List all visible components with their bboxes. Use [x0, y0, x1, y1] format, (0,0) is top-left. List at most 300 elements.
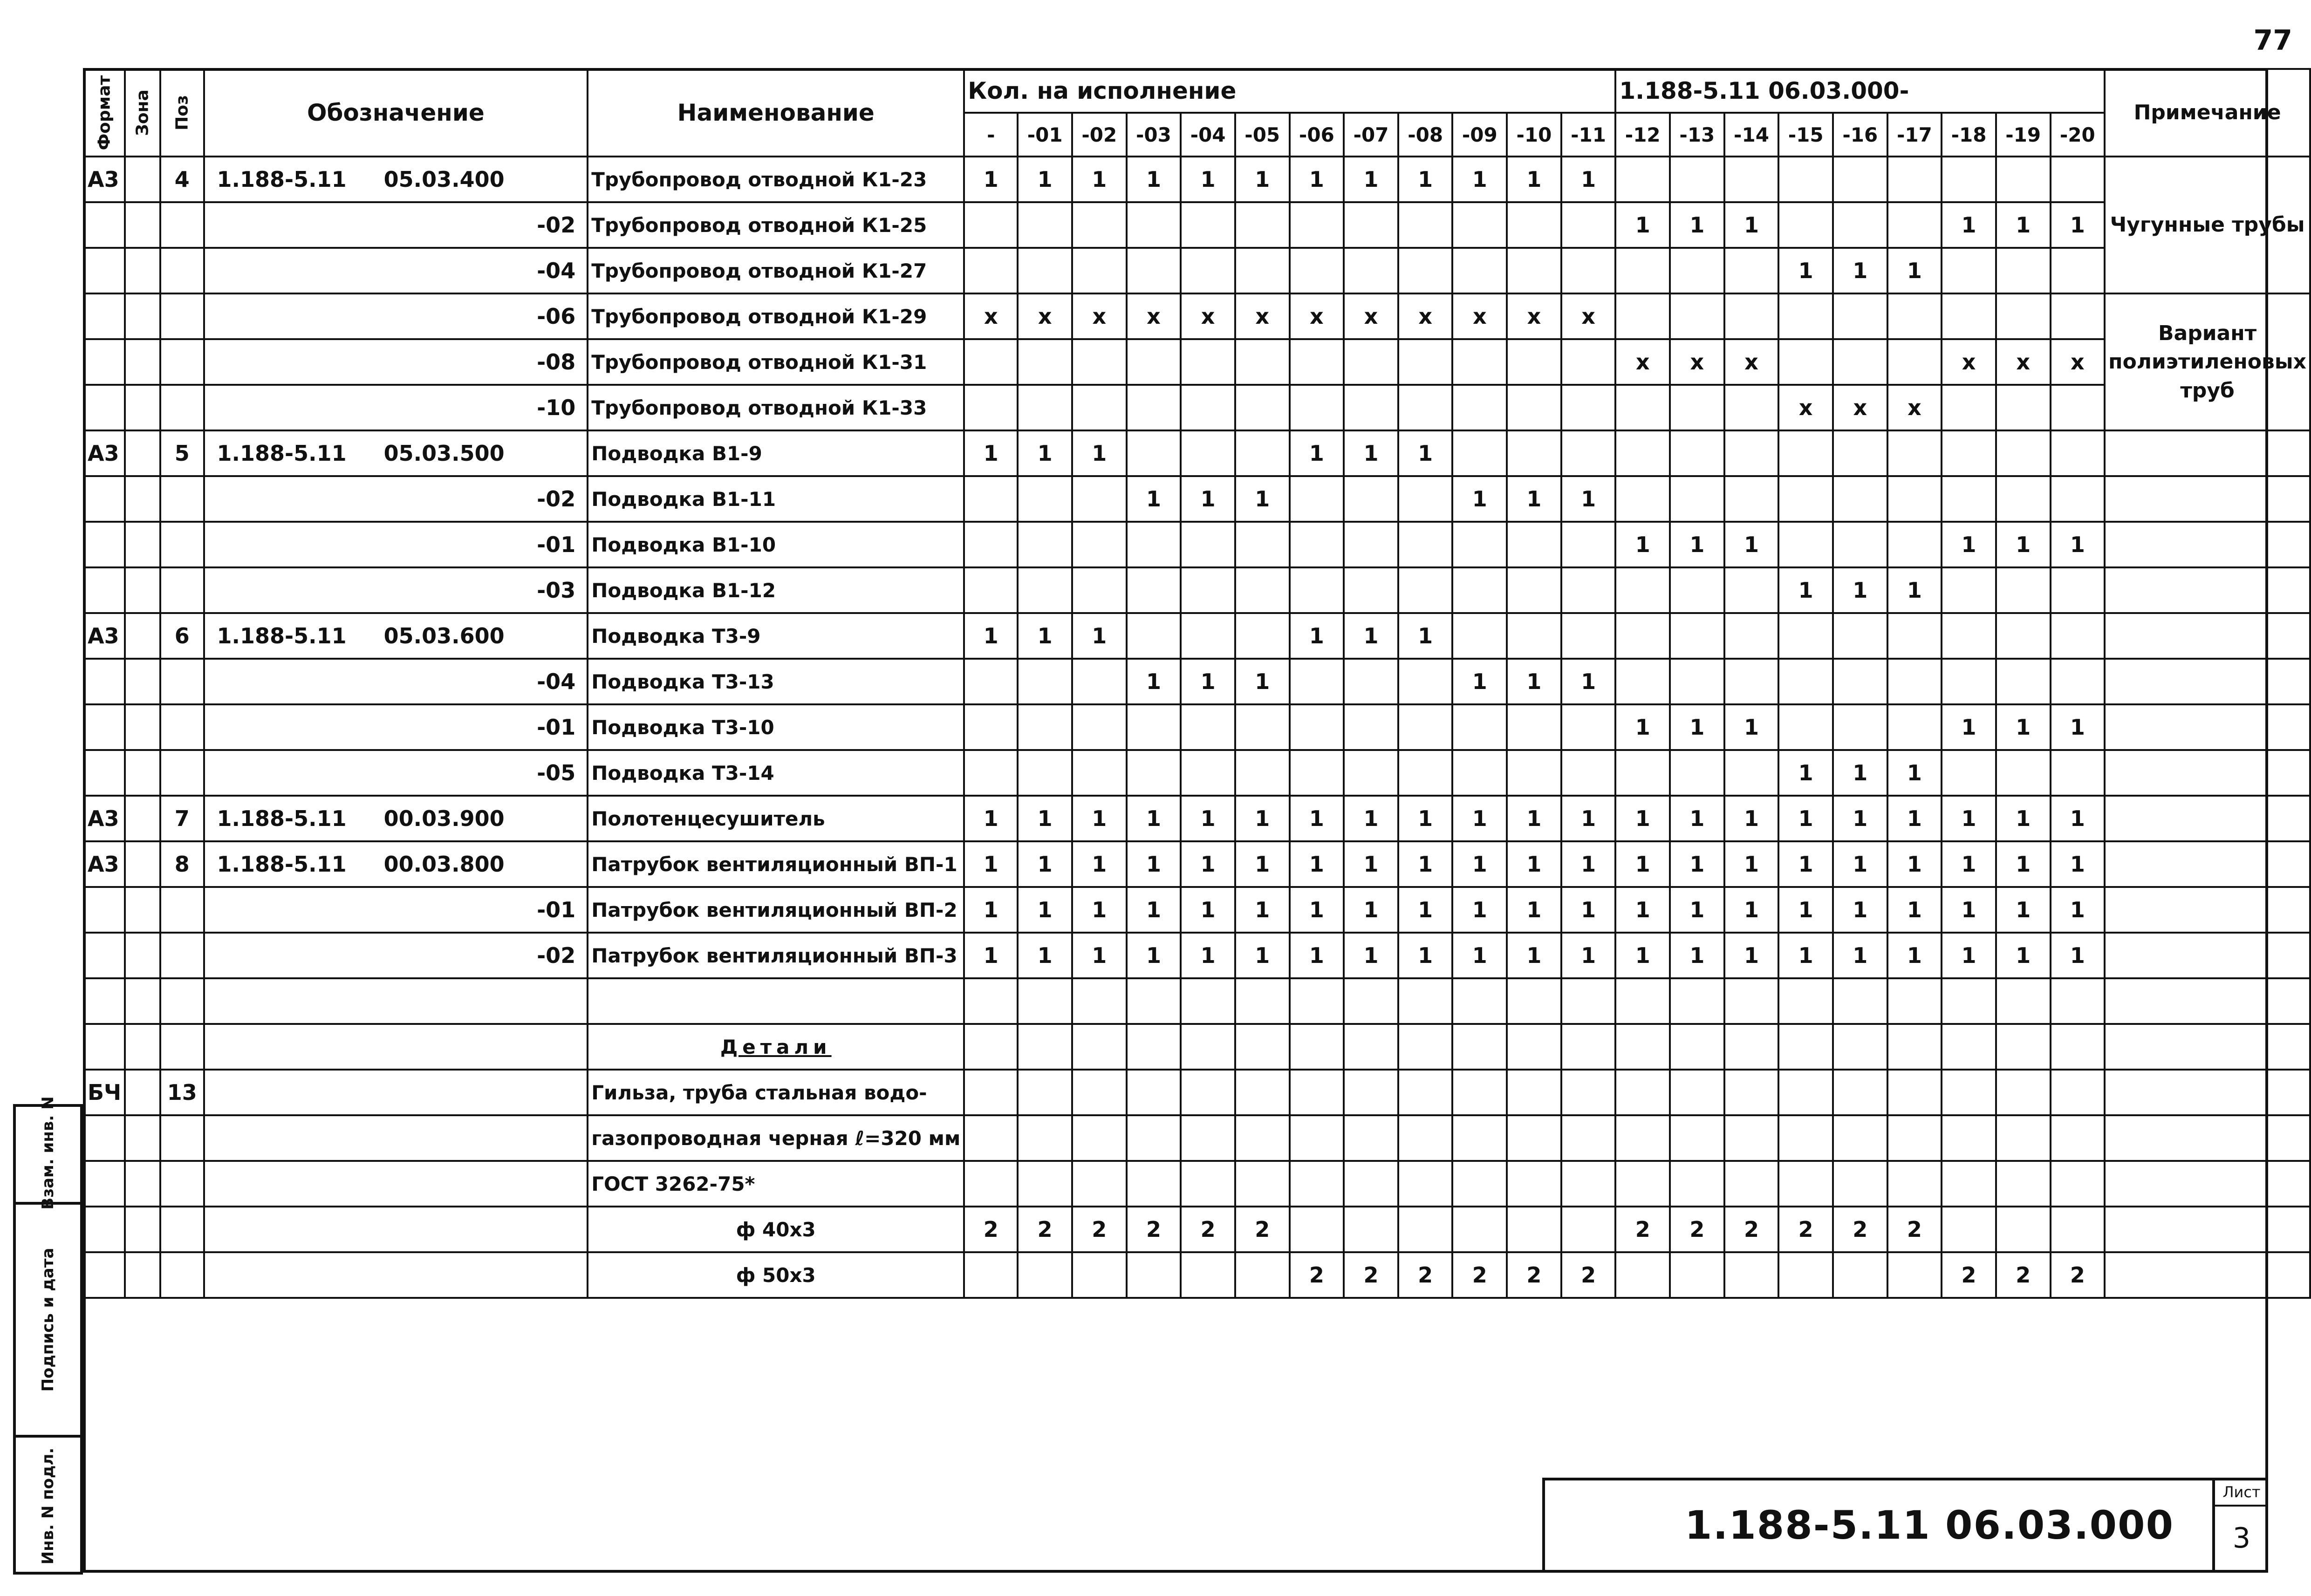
zone-cell	[125, 293, 160, 339]
designation-series: 1.188-5.11	[217, 167, 347, 192]
qty-cell	[1127, 613, 1181, 659]
qty-cell	[1996, 613, 2051, 659]
qty-cell	[1398, 248, 1453, 293]
qty-cell	[1561, 750, 1616, 796]
note-cell	[2105, 933, 2310, 978]
qty-cell: 1	[1561, 476, 1616, 522]
qty-cell	[1996, 1115, 2051, 1161]
qty-cell	[1778, 1115, 1833, 1161]
qty-cell	[1344, 202, 1398, 248]
qty-cell	[964, 567, 1018, 613]
name-cell	[588, 841, 964, 887]
qty-cell	[1615, 293, 1670, 339]
variant-col-header: -18	[1942, 113, 1996, 157]
qty-cell	[1778, 613, 1833, 659]
qty-cell	[964, 1252, 1018, 1298]
format-cell	[84, 202, 125, 248]
format-cell	[84, 385, 125, 430]
qty-cell	[1887, 202, 1942, 248]
sheet-number-box	[2212, 1478, 2268, 1573]
qty-cell	[1290, 659, 1344, 704]
qty-cell	[1398, 704, 1453, 750]
qty-cell: 1	[964, 157, 1018, 202]
qty-cell	[1127, 978, 1181, 1024]
qty-cell: 2	[1942, 1252, 1996, 1298]
qty-cell: 1	[1018, 887, 1072, 933]
qty-cell: x	[1996, 339, 2051, 385]
qty-cell	[1290, 1207, 1344, 1252]
qty-cell	[1724, 1161, 1779, 1207]
designation-cell	[204, 476, 588, 522]
variant-col-header: -04	[1181, 113, 1235, 157]
qty-cell	[1398, 476, 1453, 522]
qty-cell	[1724, 157, 1779, 202]
qty-cell: 1	[964, 933, 1018, 978]
qty-cell	[1072, 522, 1127, 567]
qty-cell	[1290, 1070, 1344, 1115]
zone-cell	[125, 1252, 160, 1298]
qty-cell	[1561, 339, 1616, 385]
qty-cell	[964, 1070, 1018, 1115]
qty-cell	[1235, 1252, 1290, 1298]
qty-cell	[964, 476, 1018, 522]
qty-cell	[964, 1161, 1018, 1207]
note-cell	[2105, 887, 2310, 933]
qty-cell: 1	[1452, 796, 1507, 841]
table-row	[84, 1070, 2310, 1115]
qty-cell	[1887, 157, 1942, 202]
qty-cell: 2	[1887, 1207, 1942, 1252]
header-row	[84, 69, 2310, 113]
qty-cell	[1235, 1070, 1290, 1115]
qty-cell	[2051, 248, 2105, 293]
qty-cell: 1	[1398, 841, 1453, 887]
qty-cell: 1	[1778, 933, 1833, 978]
qty-cell	[1942, 978, 1996, 1024]
qty-cell: 1	[1833, 841, 1887, 887]
qty-cell	[1778, 430, 1833, 476]
qty-cell	[1670, 1115, 1724, 1161]
qty-cell	[1778, 704, 1833, 750]
qty-cell: 1	[2051, 887, 2105, 933]
qty-cell	[1290, 1024, 1344, 1070]
section-title	[588, 1024, 964, 1070]
designation-cell	[204, 659, 588, 704]
qty-cell	[1887, 1161, 1942, 1207]
variant-col-header: -12	[1615, 113, 1670, 157]
format-cell	[84, 1161, 125, 1207]
qty-cell: x	[2051, 339, 2105, 385]
qty-cell	[1670, 1161, 1724, 1207]
qty-cell: 1	[1942, 887, 1996, 933]
qty-cell	[964, 202, 1018, 248]
qty-cell	[1290, 978, 1344, 1024]
qty-cell	[1724, 248, 1779, 293]
qty-cell: 1	[1996, 933, 2051, 978]
name-cell	[588, 522, 964, 567]
name-cell	[588, 1252, 964, 1298]
qty-cell: 1	[1452, 887, 1507, 933]
qty-cell: 1	[1398, 796, 1453, 841]
qty-cell: 1	[1235, 841, 1290, 887]
qty-cell: 2	[1181, 1207, 1235, 1252]
qty-cell	[1181, 248, 1235, 293]
table-row	[84, 613, 2310, 659]
variant-col-header: -05	[1235, 113, 1290, 157]
qty-cell	[1670, 567, 1724, 613]
qty-cell: x	[1615, 339, 1670, 385]
qty-cell	[1833, 339, 1887, 385]
qty-cell	[1887, 476, 1942, 522]
qty-cell	[1507, 339, 1561, 385]
qty-cell	[1887, 339, 1942, 385]
designation-cell	[204, 613, 588, 659]
designation-code: 05.03.400	[383, 167, 505, 192]
qty-cell: 1	[1724, 796, 1779, 841]
qty-cell	[1670, 1024, 1724, 1070]
qty-cell: x	[1290, 293, 1344, 339]
qty-cell	[1942, 293, 1996, 339]
qty-cell: 1	[1181, 933, 1235, 978]
qty-cell	[1235, 978, 1290, 1024]
table-row	[84, 339, 2310, 385]
qty-cell	[1670, 978, 1724, 1024]
qty-cell	[1615, 978, 1670, 1024]
name-text: Подводка Т3-13	[591, 670, 774, 693]
qty-cell	[1344, 1070, 1398, 1115]
qty-cell: 1	[1018, 933, 1072, 978]
name-text: Патрубок вентиляционный ВП-3	[591, 944, 957, 967]
qty-cell	[2051, 385, 2105, 430]
qty-cell	[1561, 522, 1616, 567]
note-cell	[2105, 841, 2310, 887]
qty-cell: 1	[1615, 522, 1670, 567]
qty-cell	[1942, 385, 1996, 430]
qty-cell	[1507, 978, 1561, 1024]
qty-cell: 1	[1181, 796, 1235, 841]
designation-cell	[204, 385, 588, 430]
qty-cell	[1615, 1161, 1670, 1207]
qty-cell	[1181, 1115, 1235, 1161]
qty-cell	[2051, 1207, 2105, 1252]
qty-cell: x	[964, 293, 1018, 339]
qty-cell	[2051, 567, 2105, 613]
qty-cell	[1072, 1070, 1127, 1115]
qty-cell	[1942, 1115, 1996, 1161]
qty-cell: 1	[1344, 887, 1398, 933]
qty-cell: 1	[2051, 704, 2105, 750]
format-cell	[84, 567, 125, 613]
name-cell	[588, 157, 964, 202]
qty-cell	[1181, 430, 1235, 476]
table-row	[84, 1252, 2310, 1298]
qty-cell	[1235, 339, 1290, 385]
qty-cell	[1996, 567, 2051, 613]
table-row	[84, 659, 2310, 704]
table-row	[84, 750, 2310, 796]
qty-cell	[1833, 1024, 1887, 1070]
format-cell: А3	[84, 613, 125, 659]
designation-suffix: -06	[537, 304, 576, 329]
qty-cell: 1	[1724, 887, 1779, 933]
sheet-label: Лист	[2215, 1483, 2268, 1507]
qty-cell	[1942, 1207, 1996, 1252]
qty-cell: 1	[1996, 796, 2051, 841]
qty-cell: 1	[1996, 522, 2051, 567]
qty-cell	[1127, 567, 1181, 613]
qty-cell	[1507, 1024, 1561, 1070]
name-text: ф 40х3	[736, 1218, 816, 1241]
qty-cell: 1	[1942, 704, 1996, 750]
designation-suffix: -01	[537, 897, 576, 922]
qty-cell	[1561, 1115, 1616, 1161]
qty-cell: 1	[1778, 248, 1833, 293]
name-cell	[588, 1070, 964, 1115]
qty-cell: 1	[1833, 567, 1887, 613]
qty-cell	[964, 248, 1018, 293]
qty-cell	[1235, 430, 1290, 476]
qty-cell	[1561, 202, 1616, 248]
header-pos: Поз	[160, 69, 204, 157]
pos-cell: 13	[160, 1070, 204, 1115]
qty-cell: 1	[1018, 430, 1072, 476]
header-name: Наименование	[588, 69, 964, 157]
qty-cell: 1	[1072, 933, 1127, 978]
qty-cell	[1996, 750, 2051, 796]
qty-cell: x	[1887, 385, 1942, 430]
note-cell	[2105, 1252, 2310, 1298]
qty-cell: 2	[1235, 1207, 1290, 1252]
designation-cell	[204, 293, 588, 339]
stamp-sign-date: Подпись и дата	[39, 1248, 57, 1392]
qty-cell: 2	[1344, 1252, 1398, 1298]
qty-cell	[1398, 567, 1453, 613]
qty-cell	[1018, 1070, 1072, 1115]
name-text: Подводка В1-12	[591, 579, 776, 602]
qty-cell: 1	[1615, 887, 1670, 933]
table-row	[84, 202, 2310, 248]
qty-cell	[1181, 1070, 1235, 1115]
name-text: Трубопровод отводной К1-25	[591, 213, 927, 237]
qty-cell	[1507, 522, 1561, 567]
variant-col-header: -03	[1127, 113, 1181, 157]
format-cell	[84, 659, 125, 704]
qty-cell	[1561, 1024, 1616, 1070]
note-cell	[2105, 476, 2310, 522]
qty-cell	[1344, 385, 1398, 430]
qty-cell	[1942, 613, 1996, 659]
qty-cell: 1	[1344, 613, 1398, 659]
name-text: Подводка В1-10	[591, 533, 776, 556]
qty-cell	[1670, 659, 1724, 704]
qty-cell: 2	[1778, 1207, 1833, 1252]
qty-cell: 1	[1344, 430, 1398, 476]
qty-cell	[1344, 339, 1398, 385]
qty-cell	[1615, 248, 1670, 293]
header-note: Примечание	[2105, 69, 2310, 157]
variant-col-header: -15	[1778, 113, 1833, 157]
pos-cell	[160, 933, 204, 978]
name-text: Трубопровод отводной К1-31	[591, 350, 927, 374]
qty-cell	[1398, 1161, 1453, 1207]
name-cell	[588, 293, 964, 339]
qty-cell	[1778, 659, 1833, 704]
qty-cell	[1127, 522, 1181, 567]
pos-cell	[160, 522, 204, 567]
qty-cell: 1	[1887, 841, 1942, 887]
qty-cell	[1181, 202, 1235, 248]
qty-cell	[1996, 430, 2051, 476]
qty-cell	[1290, 339, 1344, 385]
zone-cell	[125, 339, 160, 385]
variant-col-header: -10	[1507, 113, 1561, 157]
qty-cell: 1	[1181, 887, 1235, 933]
qty-cell	[1724, 567, 1779, 613]
qty-cell: 1	[1778, 567, 1833, 613]
qty-cell	[1018, 202, 1072, 248]
designation-cell	[204, 1161, 588, 1207]
note-cast-iron: Чугунные трубы	[2105, 157, 2310, 293]
zone-cell	[125, 704, 160, 750]
qty-cell	[1072, 1024, 1127, 1070]
name-cell	[588, 887, 964, 933]
qty-cell	[1507, 1115, 1561, 1161]
qty-cell: 1	[1615, 841, 1670, 887]
table-row	[84, 887, 2310, 933]
variant-col-header: -14	[1724, 113, 1779, 157]
name-cell	[588, 202, 964, 248]
qty-cell	[1833, 1115, 1887, 1161]
qty-cell	[1670, 613, 1724, 659]
name-cell	[588, 750, 964, 796]
note-cell	[2105, 613, 2310, 659]
zone-cell	[125, 978, 160, 1024]
qty-cell: 2	[1615, 1207, 1670, 1252]
qty-cell: 1	[2051, 841, 2105, 887]
qty-cell	[1833, 522, 1887, 567]
zone-cell	[125, 750, 160, 796]
qty-cell	[1235, 1024, 1290, 1070]
pos-cell	[160, 1024, 204, 1070]
qty-cell: 1	[1290, 430, 1344, 476]
qty-cell	[1398, 522, 1453, 567]
qty-cell	[1398, 1207, 1453, 1252]
qty-cell: 1	[1670, 796, 1724, 841]
qty-cell	[2051, 1070, 2105, 1115]
qty-cell: 1	[1561, 841, 1616, 887]
name-cell	[588, 339, 964, 385]
format-cell	[84, 293, 125, 339]
name-cell	[588, 567, 964, 613]
qty-cell	[1615, 1070, 1670, 1115]
qty-cell: 1	[1507, 796, 1561, 841]
qty-cell: 1	[964, 613, 1018, 659]
name-text: Гильза, труба стальная водо-	[591, 1081, 927, 1104]
table-row	[84, 430, 2310, 476]
qty-cell: 1	[1235, 659, 1290, 704]
qty-cell	[1670, 750, 1724, 796]
qty-cell	[1615, 385, 1670, 430]
pos-cell: 5	[160, 430, 204, 476]
qty-cell: 1	[1018, 157, 1072, 202]
table-row	[84, 293, 2310, 339]
qty-cell	[1561, 567, 1616, 613]
format-cell	[84, 1252, 125, 1298]
designation-suffix: -01	[537, 532, 576, 557]
qty-cell	[1887, 659, 1942, 704]
zone-cell	[125, 841, 160, 887]
qty-cell: 1	[1507, 157, 1561, 202]
designation-suffix: -05	[537, 760, 576, 785]
qty-cell	[1290, 522, 1344, 567]
qty-cell	[1127, 339, 1181, 385]
table-row	[84, 476, 2310, 522]
name-cell	[588, 933, 964, 978]
qty-cell	[964, 339, 1018, 385]
qty-cell	[1561, 385, 1616, 430]
qty-cell: 1	[1452, 157, 1507, 202]
qty-cell: 1	[1615, 704, 1670, 750]
qty-cell: 1	[1452, 841, 1507, 887]
qty-cell	[1778, 1024, 1833, 1070]
qty-cell: 1	[1452, 659, 1507, 704]
qty-cell: 1	[1724, 704, 1779, 750]
qty-cell	[2051, 1024, 2105, 1070]
name-cell	[588, 248, 964, 293]
format-cell	[84, 887, 125, 933]
format-cell	[84, 476, 125, 522]
designation-code: 05.03.500	[383, 441, 505, 466]
qty-cell: 1	[1561, 157, 1616, 202]
qty-cell	[1670, 248, 1724, 293]
qty-cell	[1887, 1252, 1942, 1298]
qty-cell	[1887, 1070, 1942, 1115]
qty-cell	[1887, 1024, 1942, 1070]
qty-cell: x	[1833, 385, 1887, 430]
qty-cell: 1	[1181, 841, 1235, 887]
pos-cell	[160, 704, 204, 750]
variant-col-header: -	[964, 113, 1018, 157]
qty-cell	[1942, 1070, 1996, 1115]
qty-cell: 1	[1290, 887, 1344, 933]
qty-cell	[1290, 385, 1344, 430]
stamp-inv-orig: Инв. N подл.	[39, 1447, 57, 1565]
qty-cell	[1561, 978, 1616, 1024]
qty-cell	[1181, 704, 1235, 750]
qty-cell	[1833, 157, 1887, 202]
qty-cell	[1778, 202, 1833, 248]
designation-suffix: -08	[537, 349, 576, 375]
qty-cell	[1887, 293, 1942, 339]
designation-suffix: -02	[537, 486, 576, 512]
qty-cell: 1	[1887, 933, 1942, 978]
qty-cell: 1	[1072, 887, 1127, 933]
qty-cell	[1398, 339, 1453, 385]
qty-cell	[1235, 522, 1290, 567]
qty-cell	[1181, 750, 1235, 796]
qty-cell	[1724, 1024, 1779, 1070]
zone-cell	[125, 157, 160, 202]
qty-cell: 1	[1561, 796, 1616, 841]
qty-cell	[1452, 430, 1507, 476]
qty-cell: 1	[1833, 933, 1887, 978]
qty-cell	[1615, 1024, 1670, 1070]
qty-cell: x	[1561, 293, 1616, 339]
qty-cell	[1561, 1070, 1616, 1115]
name-text: Подводка Т3-9	[591, 624, 761, 648]
qty-cell	[1887, 613, 1942, 659]
qty-cell: 1	[1887, 750, 1942, 796]
